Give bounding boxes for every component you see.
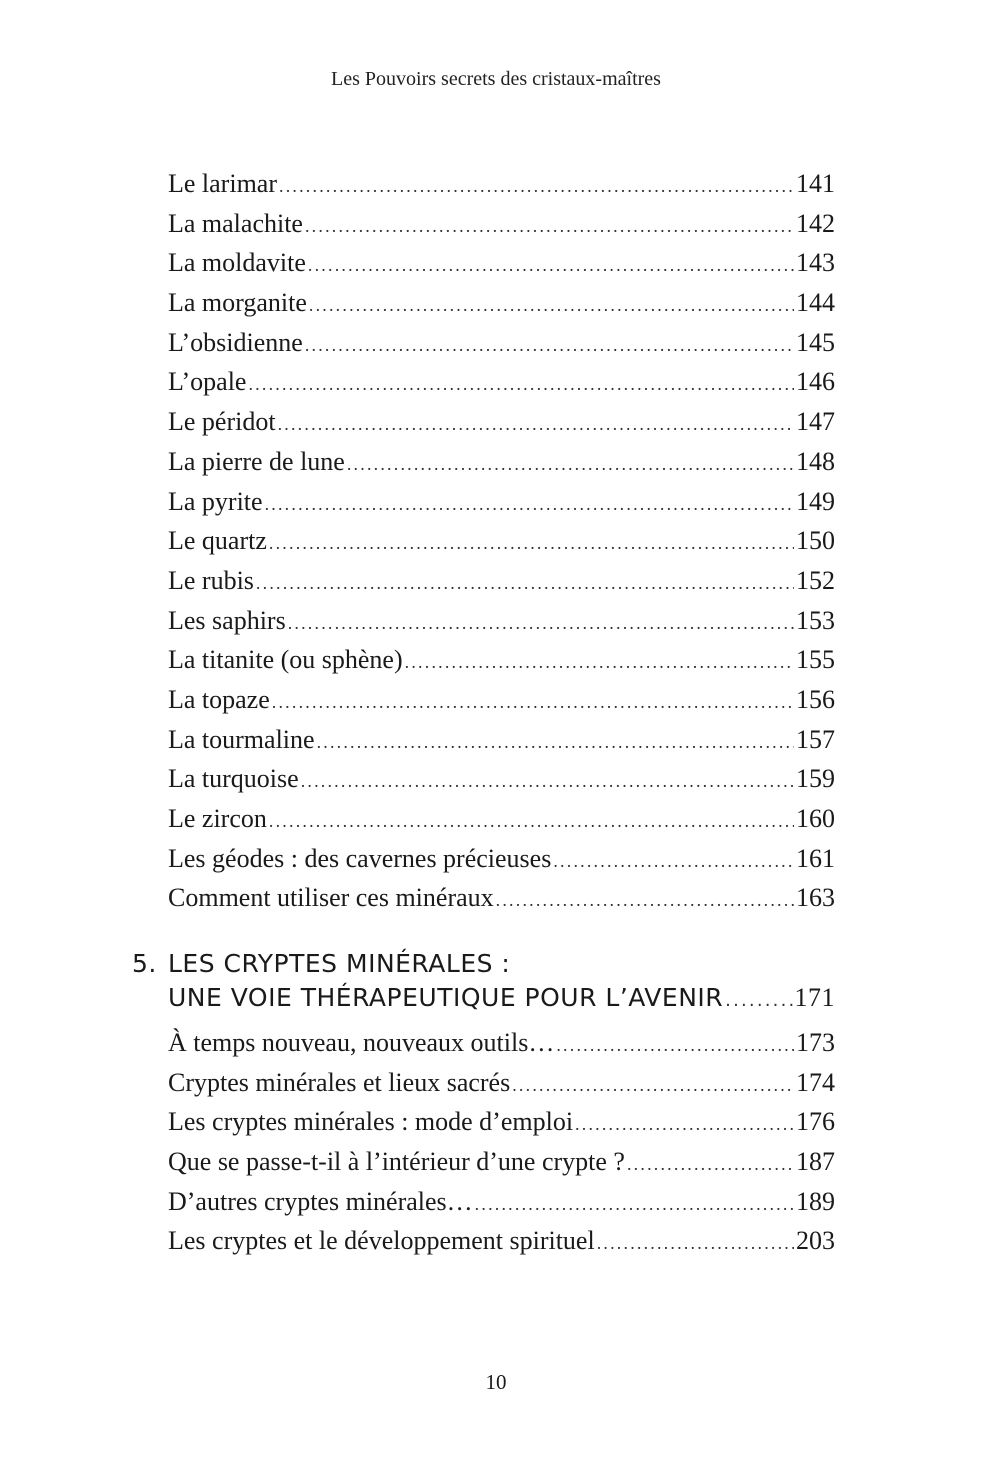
toc-leader [272,683,794,723]
toc-entry-page: 145 [796,327,835,357]
toc-entry-page: 157 [796,724,835,754]
running-head: Les Pouvoirs secrets des cristaux-maîtres [331,68,661,90]
toc-entry-title: Les cryptes minérales : mode d’emploi [168,1107,574,1137]
chapter-heading[interactable] [132,947,835,1015]
toc-entry-title: La morganite [168,288,307,318]
toc-entry-title: Le rubis [168,565,254,595]
toc-entry[interactable] [168,640,835,680]
toc-leader [269,524,794,564]
toc-entry-page: 159 [796,764,835,794]
toc-entry-title: La moldavite [168,248,306,278]
toc-leader [575,1105,794,1145]
toc-leader [496,881,794,921]
toc-leader [627,1145,794,1185]
toc-entry[interactable] [168,521,835,561]
toc-entry-page: 144 [796,288,835,318]
toc-entry-title: Le zircon [168,804,267,833]
toc-leader [305,207,794,247]
chapter-subtitle-line [132,981,835,1015]
toc-entry-page: 174 [796,1067,835,1097]
toc-entry[interactable] [168,601,835,641]
toc-entry[interactable] [168,243,835,283]
toc-entry-title: Les cryptes et le développement spirituel [168,1226,595,1256]
toc-entry[interactable] [168,283,835,323]
toc-entry-page: 153 [796,605,835,635]
toc-entry-title: Comment utiliser ces minéraux [168,883,494,913]
chapter-title-line [132,947,835,981]
toc-entry-title: Que se passe-t-il à l’intérieur d’une crypte ? [168,1147,625,1177]
toc-entry-title: La malachite [168,208,303,238]
toc-leader [301,762,794,802]
toc-entry-page: 152 [796,565,835,595]
toc-entry-page: 187 [796,1147,835,1177]
toc-entry[interactable] [168,482,835,522]
toc-entry-title: À temps nouveau, nouveaux outils… [168,1028,555,1057]
toc-entry-title: L’obsidienne [168,327,303,357]
chapter-page: 171 [794,983,835,1012]
toc-leader [512,1066,794,1106]
toc-entry-title: Le péridot [168,407,276,437]
toc-entry-title: L’opale [168,367,247,397]
toc-entry-title: Cryptes minérales et lieux sacrés [168,1067,511,1097]
toc-entry-title: Les géodes : des cavernes précieuses [168,843,552,873]
toc-entry-page: 149 [796,486,835,516]
toc-entry-page: 163 [796,883,835,913]
toc-entry-page: 189 [796,1186,835,1216]
toc-entry-page: 148 [796,446,835,476]
toc-leader [553,842,794,882]
toc-entry[interactable] [168,759,835,799]
page-number: 10 [485,1370,507,1394]
toc-entry[interactable] [168,561,835,601]
toc-entry-title: La turquoise [168,764,299,794]
toc-leader [256,564,794,604]
toc-entry-page: 161 [796,843,835,873]
toc-entry-title: La pierre de lune [168,446,345,476]
toc-leader [279,167,794,207]
toc-leader [308,246,794,286]
toc-leader [405,643,794,683]
toc-list [168,164,835,918]
toc-entry-page: 146 [796,367,835,397]
toc-entry[interactable] [168,1221,835,1261]
toc-entry-page: 143 [796,248,835,278]
toc-leader [475,1185,794,1225]
toc-leader [309,286,794,326]
toc-leader [597,1224,794,1264]
toc-leader [347,445,794,485]
chapter-number: 5. [132,949,157,978]
toc-entry[interactable] [168,323,835,363]
toc-leader [265,485,794,525]
toc-list [168,1023,835,1261]
toc-entry-title: Les saphirs [168,605,286,635]
toc-entry[interactable] [168,839,835,879]
toc-entry[interactable] [168,1063,835,1103]
toc-entry[interactable] [168,799,835,839]
toc-leader [725,984,792,1018]
toc-entry-page: 156 [796,684,835,714]
toc-leader [269,802,794,842]
toc-entry-title: Le larimar [168,169,277,198]
toc-entry-page: 147 [796,407,835,437]
chapter-title: LES CRYPTES MINÉRALES : [168,949,511,978]
toc-leader [317,723,794,763]
toc-entry[interactable] [168,1023,835,1063]
toc-entry[interactable] [168,1142,835,1182]
toc-entry-page: 173 [796,1028,835,1057]
toc-leader [248,365,794,405]
toc-entry-page: 160 [796,804,835,833]
toc-entry-title: La titanite (ou sphène) [168,645,403,675]
toc-leader [288,604,794,644]
toc-entry-page: 176 [796,1107,835,1137]
toc-entry[interactable] [168,402,835,442]
toc-entry[interactable] [168,164,835,204]
toc-entry[interactable] [168,1182,835,1222]
toc-entry-page: 142 [796,208,835,238]
toc-entry-page: 141 [796,169,835,198]
toc-entry[interactable] [168,878,835,918]
toc-entry[interactable] [168,442,835,482]
toc-entry-title: La topaze [168,684,270,714]
toc-entry[interactable] [168,720,835,760]
chapter-subtitle: UNE VOIE THÉRAPEUTIQUE POUR L’AVENIR [168,983,724,1012]
toc-entry-title: Le quartz [168,526,267,556]
toc-entry[interactable] [168,362,835,402]
toc-entry-title: D’autres cryptes minérales… [168,1186,473,1216]
toc-entry-page: 155 [796,645,835,675]
toc-entry-title: La tourmaline [168,724,315,754]
toc-entry[interactable] [168,680,835,720]
toc-entry-title: La pyrite [168,486,263,516]
toc-leader [305,326,794,366]
toc-entry-page: 203 [796,1226,835,1256]
toc-leader [278,405,794,445]
toc-entry-page: 150 [796,526,835,556]
toc-entry[interactable] [168,1102,835,1142]
toc-entry[interactable] [168,204,835,244]
toc-leader [556,1026,794,1066]
